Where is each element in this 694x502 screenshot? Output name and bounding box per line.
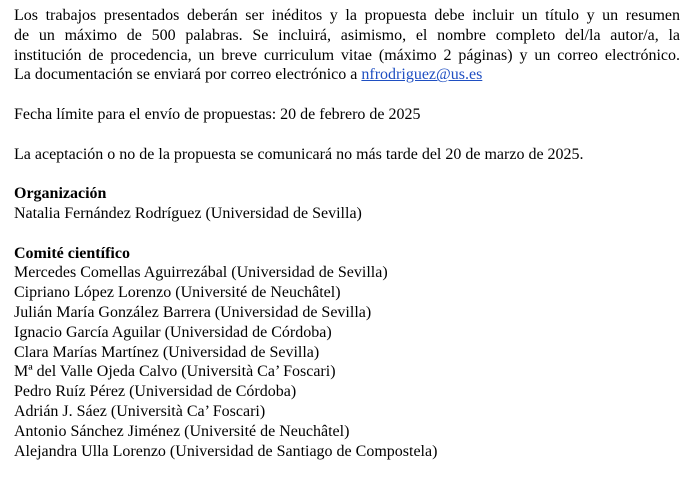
organization-heading: Organización bbox=[14, 185, 107, 203]
organization-member: Natalia Fernández Rodríguez (Universidad de Sevilla) bbox=[14, 204, 362, 222]
committee-member: Clara Marías Martínez (Universidad de Sevilla) bbox=[14, 343, 320, 361]
committee-member: Ignacio García Aguilar (Universidad de Córdoba) bbox=[14, 323, 332, 341]
spacer bbox=[14, 164, 680, 184]
committee-heading: Comité científico bbox=[14, 244, 130, 262]
intro-line-3: institución de procedencia, un breve curriculum vitae (máximo 2 páginas) y un correo electrónico. bbox=[14, 46, 680, 64]
committee-member: Pedro Ruíz Pérez (Universidad de Córdoba) bbox=[14, 383, 297, 401]
committee-member: Cipriano López Lorenzo (Université de Neuchâtel) bbox=[14, 284, 341, 302]
committee-member: Mercedes Comellas Aguirrezábal (Universidad de Sevilla) bbox=[14, 264, 388, 282]
acceptance-text: La aceptación o no de la propuesta se comunicará no más tarde del 20 de marzo de 2025. bbox=[14, 145, 584, 163]
committee-member: Mª del Valle Ojeda Calvo (Università Ca’ Foscari) bbox=[14, 363, 336, 381]
committee-member: Adrián J. Sáez (Università Ca’ Foscari) bbox=[14, 402, 266, 420]
spacer bbox=[14, 85, 680, 105]
intro-line-1: Los trabajos presentados deberán ser inéditos y la propuesta debe incluir un título y un resumen bbox=[14, 7, 680, 24]
committee-member: Alejandra Ulla Lorenzo (Universidad de Santiago de Compostela) bbox=[14, 442, 438, 460]
committee-member: Antonio Sánchez Jiménez (Université de Neuchâtel) bbox=[14, 422, 350, 440]
intro-line-2: de un máximo de 500 palabras. Se incluirá, asimismo, el nombre completo del/la autor/a, la bbox=[14, 26, 680, 44]
spacer bbox=[14, 224, 680, 244]
spacer bbox=[14, 125, 680, 145]
intro-paragraph bbox=[14, 6, 680, 85]
committee-member: Julián María González Barrera (Universidad de Sevilla) bbox=[14, 303, 372, 321]
deadline-text: Fecha límite para el envío de propuestas: 20 de febrero de 2025 bbox=[14, 105, 421, 123]
document-page bbox=[14, 6, 680, 461]
email-link[interactable]: nfrodriguez@us.es bbox=[361, 66, 483, 84]
intro-line-4 bbox=[14, 65, 680, 85]
intro-line-4-text: La documentación se enviará por correo electrónico a bbox=[14, 66, 362, 84]
